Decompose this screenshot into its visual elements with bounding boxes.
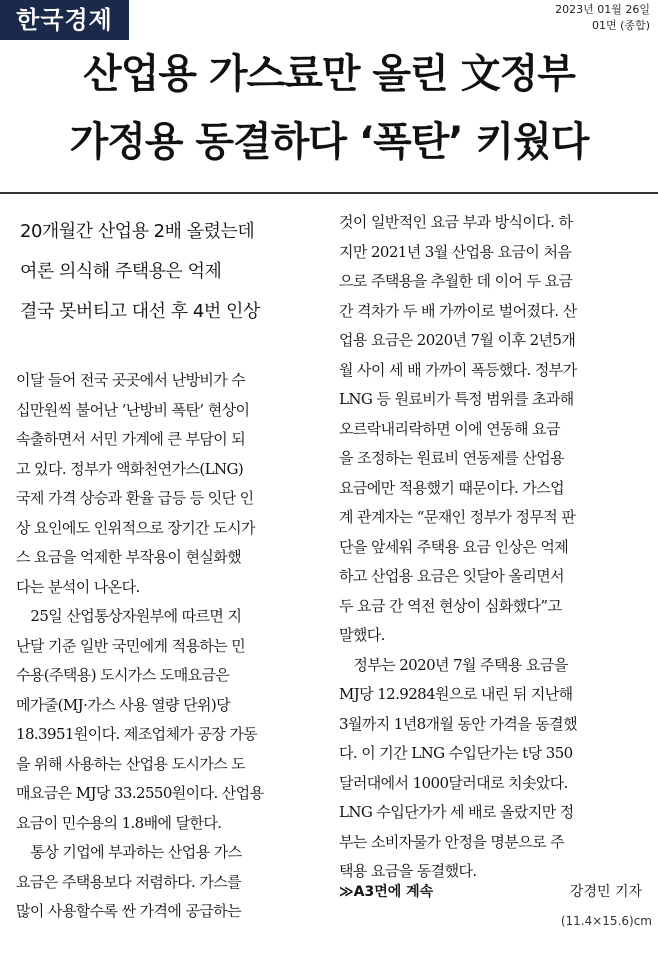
article-line: MJ당 12.9284원으로 내린 뒤 지난해 (339, 685, 573, 703)
article-line: 계 관계자는 “문재인 정부가 정무적 판 (339, 508, 576, 526)
article-line: 간 격차가 두 배 가까이로 벌어졌다. 산 (339, 301, 577, 320)
article-line: 부는 소비자물가 안정을 명분으로 주 (339, 832, 565, 851)
article-line: 정부는 2020년 7월 주택용 요금을 (339, 655, 568, 674)
article-line: LNG 수입단가가 세 배로 올랐지만 정 (339, 803, 574, 821)
article-line: 택용 요금을 동결했다. (339, 862, 477, 880)
article-line: 통상 기업에 부과하는 산업용 가스 (16, 843, 242, 861)
article-line: 고 있다. 정부가 액화천연가스(LNG) (16, 459, 244, 478)
article-line: 으로 주택용을 추월한 데 이어 두 요금 (339, 272, 573, 290)
subhead-line: 20개월간 산업용 2배 올렸는데 (20, 221, 255, 242)
article-line: 속출하면서 서민 가계에 큰 부담이 되 (16, 430, 246, 448)
article-line: 요금에만 적용했기 때문이다. 가스업 (339, 478, 565, 497)
article-line: 국제 가격 상승과 환율 급등 등 잇단 인 (16, 489, 254, 507)
article-line: 십만원씩 불어난 ‘난방비 폭탄’ 현상이 (16, 400, 250, 419)
article-line: 난달 기준 일반 국민에게 적용하는 민 (16, 636, 246, 655)
article-line: 지만 2021년 3월 산업용 요금이 처음 (339, 242, 572, 261)
clipping-size: (11.4×15.6)cm (560, 914, 652, 928)
article-line: 스 요금을 억제한 부작용이 현실화했 (16, 548, 242, 566)
issue-date: 2023년 01월 26일 (555, 3, 650, 16)
article-line: 이달 들어 전국 곳곳에서 난방비가 수 (16, 371, 246, 389)
article-line: 상 요인에도 인위적으로 장기간 도시가 (16, 518, 255, 537)
article-line: 메가줄(MJ·가스 사용 열량 단위)당 (16, 695, 231, 714)
subhead-line: 결국 못버티고 대선 후 4번 인상 (20, 301, 260, 322)
article-line: 매요금은 MJ당 33.2550원이다. 산업용 (16, 784, 264, 802)
article-line: 25일 산업통상자원부에 따르면 지 (16, 607, 242, 625)
headline (0, 40, 658, 176)
article-line: 다는 분석이 나온다. (16, 577, 140, 596)
article-line: 많이 사용할수록 싼 가격에 공급하는 (16, 902, 242, 920)
article-line: LNG 등 원료비가 특정 범위를 초과해 (339, 390, 574, 408)
article-line: 다. 이 기간 LNG 수입단가는 t당 350 (339, 744, 573, 762)
article-line: 하고 산업용 요금은 잇달아 올리면서 (339, 567, 565, 585)
article-column-right (339, 208, 643, 887)
article-line: 오르락내리락하면 이에 연동해 요금 (339, 419, 560, 438)
article-line: 두 요금 간 역전 현상이 심화했다”고 (339, 596, 562, 615)
article-line: 을 조정하는 원료비 연동제를 산업용 (339, 449, 565, 467)
article-line: 업용 요금은 2020년 7월 이후 2년5개 (339, 331, 576, 349)
headline-line: 산업용 가스료만 올린 文정부 (83, 51, 575, 97)
article-line: 요금은 주택용보다 저렴하다. 가스를 (16, 872, 242, 891)
continued-on-page: ≫A3면에 계속 (339, 884, 434, 900)
headline-line: 가정용 동결하다 ‘폭탄’ 키웠다 (69, 119, 589, 165)
subhead-line: 여론 의식해 주택용은 억제 (20, 261, 222, 282)
article-line: 요금이 민수용의 1.8배에 달한다. (16, 813, 222, 832)
article-column-left (16, 366, 316, 927)
article-line: 달러대에서 1000달러대로 치솟았다. (339, 773, 568, 792)
article-line: 것이 일반적인 요금 부과 방식이다. 하 (339, 213, 573, 231)
article-line: 월 사이 세 배 가까이 폭등했다. 정부가 (339, 360, 577, 379)
newspaper-logo: 한국경제 (0, 0, 129, 40)
article-line: 수용(주택용) 도시가스 도매요금은 (16, 666, 230, 684)
page-section: 01면 (종합) (592, 19, 650, 32)
article-line: 을 위해 사용하는 산업용 도시가스 도 (16, 754, 246, 773)
article-line: 18.3951원이다. 제조업체가 공장 가동 (16, 725, 258, 743)
article-line: 3월까지 1년8개월 동안 가격을 동결했 (339, 714, 577, 733)
subheadline (20, 212, 320, 332)
article-line: 단을 앞세워 주택용 요금 인상은 억제 (339, 537, 569, 556)
headline-divider (0, 192, 658, 194)
article-line: 말했다. (339, 626, 385, 644)
issue-meta (555, 2, 650, 34)
reporter-byline: 강경민 기자 (569, 884, 642, 900)
